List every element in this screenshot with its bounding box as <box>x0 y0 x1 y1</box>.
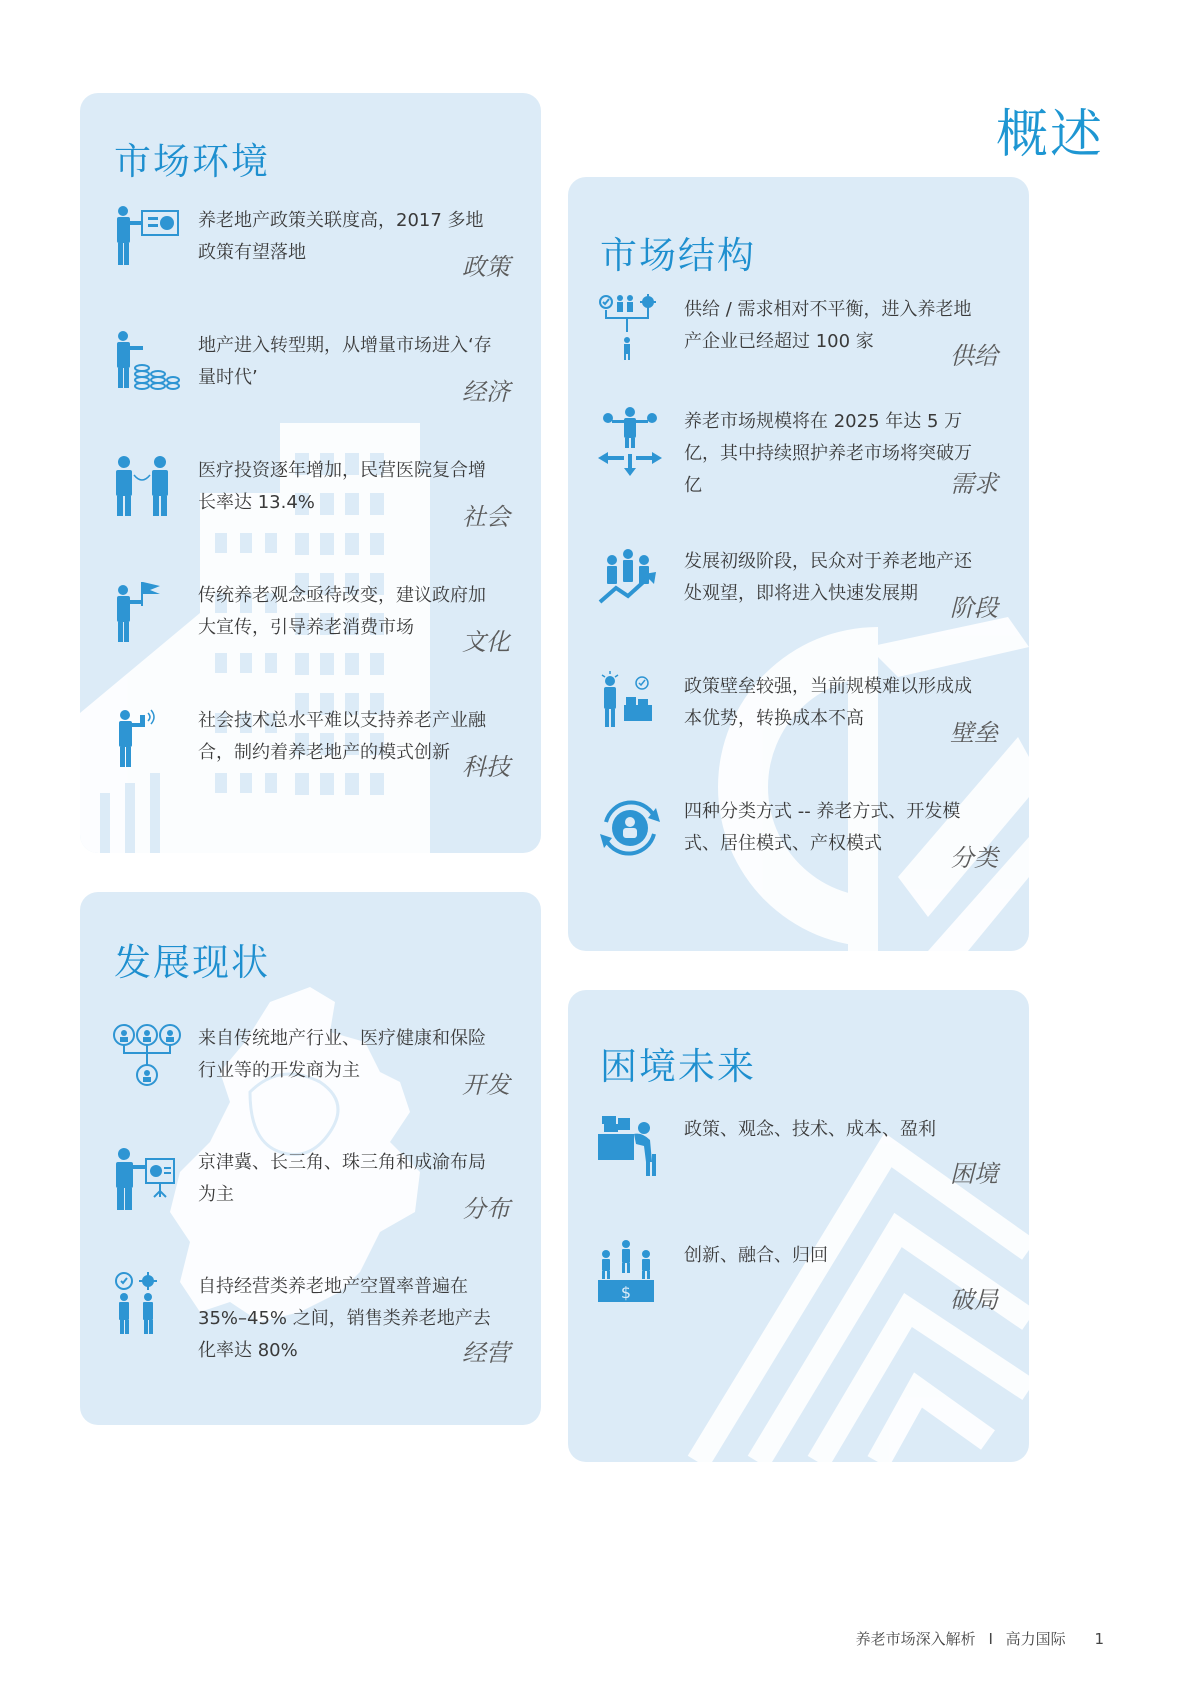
item-text: 传统养老观念亟待改变，建议政府加大宣传，引导养老消费市场 <box>198 585 486 638</box>
item-tag: 供给 <box>950 342 998 370</box>
item-text: 政策、观念、技术、成本、盈利 <box>684 1119 936 1140</box>
panel-title: 困境未来 <box>600 1045 756 1088</box>
item-text: 创新、融合、归回 <box>684 1245 828 1266</box>
item-text: 来自传统地产行业、医疗健康和保险行业等的开发商为主 <box>198 1028 486 1081</box>
list-item <box>598 1240 998 1330</box>
panel-market-environment <box>80 93 541 853</box>
item-text: 社会技术总水平难以支持养老产业融合，制约着养老地产的模式创新 <box>198 710 486 763</box>
list-item <box>112 205 510 295</box>
svg-text:$: $ <box>620 1283 632 1302</box>
two-people-talking-icon <box>112 455 182 525</box>
panel-dilemma-future <box>568 990 1029 1462</box>
person-signal-icon <box>112 705 182 775</box>
org-chart-icon <box>112 1023 182 1093</box>
list-item <box>598 406 998 506</box>
presenter-chart-icon <box>112 205 182 275</box>
panel-market-structure <box>568 177 1029 951</box>
item-tag: 壁垒 <box>950 719 998 747</box>
person-arrows-icon <box>598 406 668 476</box>
list-item <box>598 796 998 886</box>
item-tag: 破局 <box>950 1286 998 1314</box>
cycle-person-icon <box>598 796 668 866</box>
presenter-board-icon <box>112 1147 182 1217</box>
item-text: 政策壁垒较强，当前规模难以形成成本优势，转换成本不高 <box>684 676 972 729</box>
item-text: 养老地产政策关联度高，2017 多地政策有望落地 <box>198 210 484 263</box>
footer-company: 高力国际 <box>1005 1630 1066 1648</box>
item-text: 四种分类方式 -- 养老方式、开发模式、居住模式、产权模式 <box>684 801 961 854</box>
growth-chart-icon <box>598 546 668 616</box>
item-tag: 社会 <box>462 503 510 531</box>
panel-title: 市场环境 <box>114 140 270 183</box>
item-text: 地产进入转型期，从增量市场进入‘存量时代’ <box>198 335 492 388</box>
footer-report-title: 养老市场深入解析 <box>855 1630 976 1648</box>
item-tag: 分类 <box>950 844 998 872</box>
item-tag: 阶段 <box>950 594 998 622</box>
list-item <box>112 455 510 545</box>
list-item <box>598 546 998 636</box>
list-item <box>112 705 510 795</box>
supply-flow-icon <box>598 294 668 364</box>
list-item <box>598 671 998 761</box>
item-tag: 经济 <box>462 378 510 406</box>
item-tag: 文化 <box>462 628 510 656</box>
item-text: 京津冀、长三角、珠三角和成渝布局为主 <box>198 1152 486 1205</box>
panel-development-status <box>80 892 541 1425</box>
item-tag: 困境 <box>950 1160 998 1188</box>
person-desk-icon <box>598 671 668 741</box>
item-text: 医疗投资逐年增加，民营医院复合增长率达 13.4% <box>198 460 486 513</box>
people-gear-icon <box>112 1271 182 1341</box>
page-footer <box>848 1628 1104 1649</box>
list-item <box>112 1147 510 1237</box>
page-number: 1 <box>1094 1630 1104 1648</box>
panel-title: 发展现状 <box>114 941 270 984</box>
item-text: 养老市场规模将在 2025 年达 5 万亿，其中持续照护养老市场将突破万亿 <box>684 411 972 496</box>
panel-title: 市场结构 <box>600 234 756 277</box>
list-item <box>112 330 510 420</box>
item-text: 供给 / 需求相对不平衡，进入养老地产企业已经超过 100 家 <box>684 299 972 352</box>
podium-icon <box>598 1240 668 1310</box>
item-text: 自持经营类养老地产空置率普遍在 35%–45% 之间，销售类养老地产去化率达 80% <box>198 1276 491 1361</box>
stressed-person-icon <box>598 1114 668 1184</box>
item-text: 发展初级阶段，民众对于养老地产还处观望，即将进入快速发展期 <box>684 551 972 604</box>
list-item <box>112 580 510 670</box>
item-tag: 开发 <box>462 1071 510 1099</box>
item-tag: 需求 <box>950 470 998 498</box>
item-tag: 分布 <box>462 1195 510 1223</box>
list-item <box>112 1023 510 1113</box>
footer-separator: I <box>988 1630 993 1648</box>
person-coins-icon <box>112 330 182 400</box>
item-tag: 科技 <box>462 753 510 781</box>
list-item <box>598 294 998 384</box>
item-tag: 经营 <box>462 1339 510 1367</box>
list-item <box>598 1114 998 1204</box>
list-item <box>112 1271 510 1371</box>
person-flag-icon <box>112 580 182 650</box>
page-title: 概述 <box>995 105 1104 165</box>
item-tag: 政策 <box>462 253 510 281</box>
